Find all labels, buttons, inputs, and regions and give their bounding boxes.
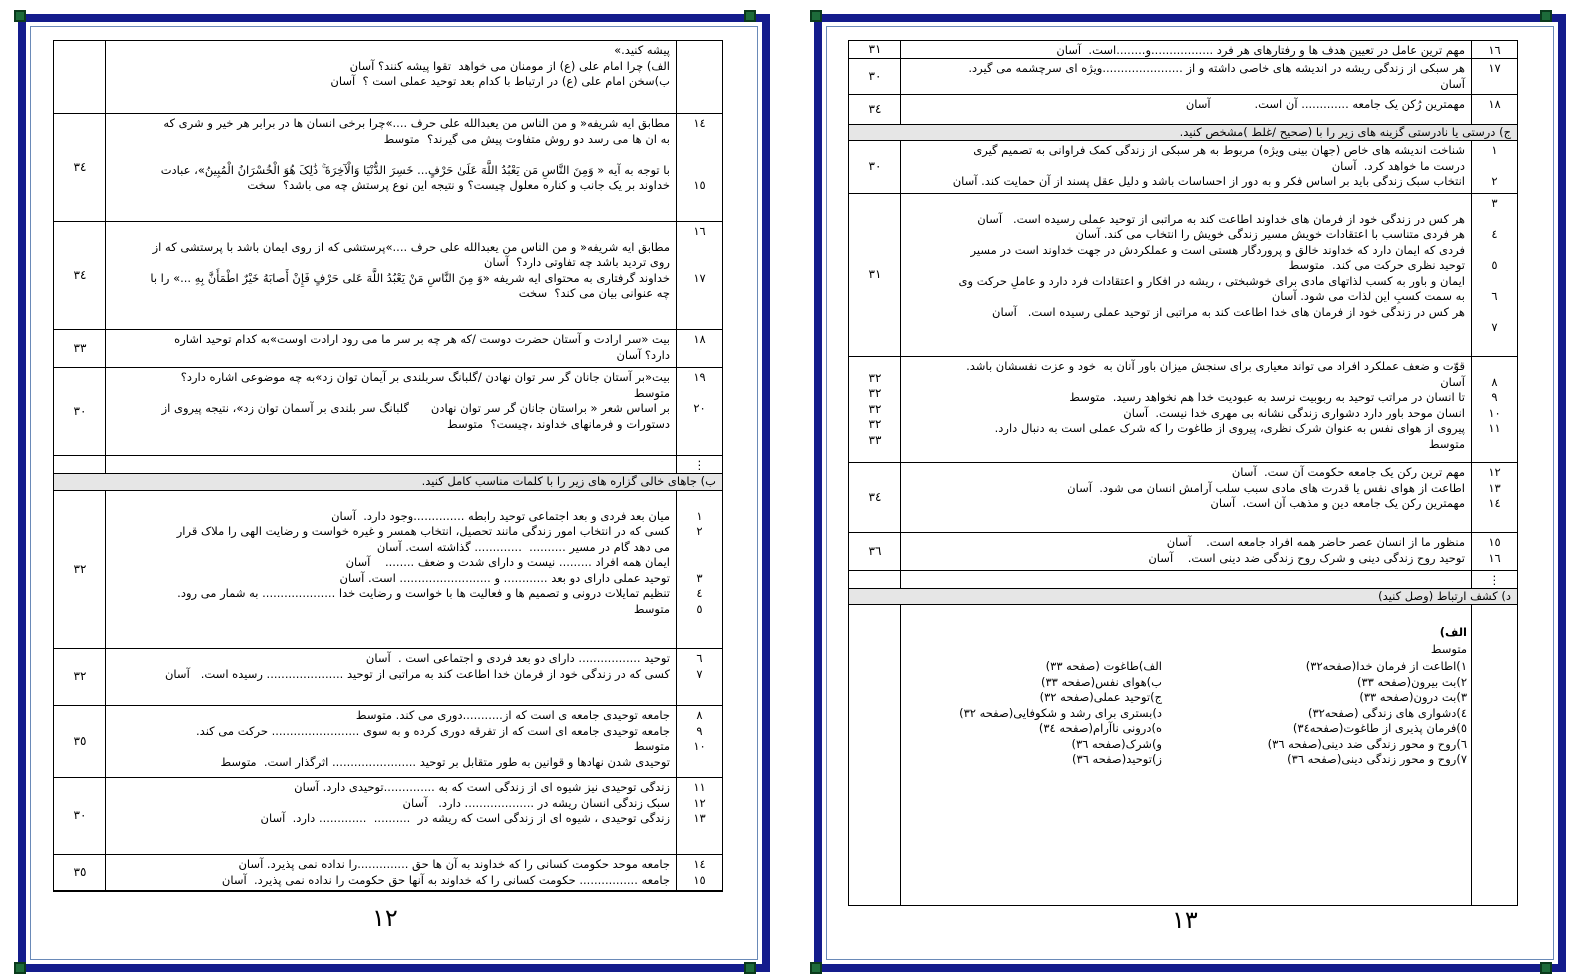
question-text bbox=[112, 780, 670, 827]
question-number-cell bbox=[1471, 95, 1517, 124]
page-ref-cell bbox=[54, 222, 106, 329]
page-ref-cell bbox=[849, 605, 901, 905]
question-row bbox=[849, 533, 1517, 571]
page-ref: ۳۰ bbox=[73, 808, 87, 823]
question-row bbox=[54, 330, 722, 368]
page-ref: ۳۲ bbox=[73, 669, 87, 684]
question-number: ۱٥ ۱٦ bbox=[1488, 535, 1501, 565]
page-ref: ۳٥ bbox=[73, 733, 87, 748]
question-number: ۱ ۲ ۳ ٤ ٥ bbox=[696, 508, 703, 616]
question-line: بر اساس شعر « براستان جانان گر سر توان نهادن گلبانگ سر بلندی بر آسمان توان زد»، نتیجه پیروی از bbox=[161, 401, 670, 415]
question-number-cell bbox=[676, 649, 722, 705]
question-row bbox=[54, 778, 722, 855]
page-ref-cell bbox=[849, 95, 901, 124]
matching-row bbox=[849, 605, 1517, 905]
question-number: ۱٦ bbox=[1488, 43, 1501, 57]
page-ref-cell bbox=[849, 533, 901, 570]
question-row bbox=[849, 59, 1517, 95]
question-line: متوسط bbox=[1428, 436, 1465, 451]
question-number-cell bbox=[676, 491, 722, 648]
question-number-cell bbox=[676, 41, 722, 113]
match-item-b: د)بستری برای رشد و شکوفایی(صفحه ۳۲) bbox=[959, 705, 1162, 720]
match-title: الف) bbox=[1439, 625, 1467, 639]
match-item-a: ۱)اطاعت از فرمان خدا(صفحه۳۲) bbox=[1305, 659, 1467, 673]
page-ref: ۳۰ bbox=[73, 403, 87, 418]
question-text bbox=[907, 196, 1465, 336]
question-text bbox=[907, 573, 1465, 589]
question-line: بیت «سر ارادت و آستان حضرت دوست /که هر چه بر سر ما می رود ارادت اوست»به کدام توحید اشاره bbox=[174, 332, 670, 346]
question-text bbox=[112, 332, 670, 363]
page-ref-cell bbox=[849, 141, 901, 193]
question-line: مهم ترین عامل در تعیین هدف ها و رفتارهای هر فرد .................و........است. آسان bbox=[1056, 43, 1465, 57]
page-ref-cell bbox=[54, 41, 106, 113]
page-ref-cell bbox=[849, 59, 901, 94]
question-line: شناخت اندیشه های خاص (جهان بینی ویژه) مربوط به هر سبکی از زندگی کمک فراوانی به تصمیم گیری bbox=[973, 143, 1465, 157]
page-ref bbox=[54, 41, 106, 113]
question-number-cell bbox=[676, 855, 722, 890]
question-number-cell bbox=[1471, 357, 1517, 462]
corner-ornament bbox=[1540, 10, 1552, 22]
match-item-b: ج)توحید عملی(صفحه ۳۲) bbox=[1039, 690, 1162, 704]
question-number: ⋮ bbox=[693, 458, 706, 472]
question-line: جامعه ................ حکومت کسانی را که خداوند به آنها حق حکومت را نداده نمی پذیرد. آسان bbox=[221, 872, 670, 887]
question-text bbox=[112, 857, 670, 888]
question-line: دستورات و فرمانهای خداوند ،چیست؟ متوسط bbox=[447, 416, 670, 431]
match-item-b: و)شرک(صفحه ۳٦) bbox=[1071, 736, 1162, 751]
page-ref-cell bbox=[54, 778, 106, 854]
question-line: توحید ................. دارای دو بعد فردی و اجتماعی است . آسان bbox=[365, 651, 670, 665]
question-line: پیشه کنید.» bbox=[614, 43, 670, 57]
page-ref: ۳۰ bbox=[868, 159, 882, 174]
question-line: سبک زندگی انسان ریشه در ................... دارد. آسان bbox=[402, 795, 670, 810]
question-line: چه عنوانی بیان می کند؟ سخت bbox=[518, 286, 670, 300]
question-line: ایمان و باور به کسب لذاتهای مادی برای خوشبختی ، ریشه در افکار و اعتقادات فرد دارد و عاملِ حرکت وی bbox=[958, 273, 1465, 288]
question-line: توحید نظری حرکت می کند. متوسط bbox=[1288, 258, 1465, 272]
page-ref-cell bbox=[849, 571, 901, 588]
match-item-a: ٥)فرمان پذیری از طاغوت(صفحه۳٤) bbox=[1292, 721, 1467, 735]
question-number-cell bbox=[1471, 571, 1517, 588]
match-item-b: الف)طاغوت (صفحه ۳۳) bbox=[1045, 659, 1162, 673]
question-number-cell bbox=[676, 778, 722, 854]
page-12 bbox=[0, 0, 770, 978]
question-number-cell bbox=[1471, 59, 1517, 94]
question-row bbox=[849, 194, 1517, 357]
corner-ornament bbox=[810, 962, 822, 974]
question-row bbox=[54, 456, 722, 474]
question-line: مطابق ایه شریفه« و من الناس من یعبدالله علی حرف ....»چرا برخی انسان ها در برابر هر خیر و شری که bbox=[163, 116, 670, 130]
question-line: به سمت کسبِ این لذات می شود. آسان bbox=[1271, 289, 1465, 303]
question-row bbox=[849, 463, 1517, 533]
question-line: توحید عملی دارای دو بعد ............ و ......................... است. آسان bbox=[339, 570, 670, 585]
corner-ornament bbox=[744, 10, 756, 22]
match-item-a: ٦)روح و محور زندگی ضد دینی(صفحه ۳٦) bbox=[1267, 736, 1467, 751]
question-line: کسی که در زندگی خود از فرمان خدا اطاعت کند به مراتبی از توحید ..................... رسیده است. آسان bbox=[164, 666, 670, 681]
question-line: دارد؟ آسان bbox=[616, 347, 670, 362]
page-ref-cell bbox=[54, 368, 106, 455]
page-ref: ۳٤ bbox=[73, 159, 87, 174]
question-number-cell bbox=[1471, 605, 1517, 905]
page-ref bbox=[54, 456, 106, 473]
question-line: آسان bbox=[1440, 76, 1465, 91]
question-number: ۱۹ ۲۰ bbox=[693, 370, 706, 415]
question-line: انتخاب سبک زندگی باید بر اساس فکر و به دور از احساسات باشد و دلیل عقل پسند از آن حمایت کند. آسان bbox=[952, 174, 1465, 188]
question-line: به ان ها می رسد دو روش متفاوت پیش می گیرند؟ متوسط bbox=[383, 131, 670, 146]
match-level: متوسط bbox=[1430, 642, 1467, 656]
question-row bbox=[849, 95, 1517, 125]
question-number: ۱ ۲ bbox=[1491, 143, 1498, 188]
question-row bbox=[54, 855, 722, 891]
question-text bbox=[112, 43, 670, 90]
question-line bbox=[907, 573, 1465, 589]
page-number: ۱۳ bbox=[1172, 906, 1198, 934]
match-item-b: ب)هوای نفس(صفحه ۳۳) bbox=[1040, 674, 1162, 689]
page-ref-cell bbox=[54, 491, 106, 648]
question-line: خداوند بر یک جانب و کناره معلول چیست؟ و نتیجه این نوع پرستش چه می باشد؟ سخت bbox=[247, 178, 670, 192]
question-text bbox=[112, 224, 670, 302]
question-number: ۱۲ ۱۳ ۱٤ bbox=[1488, 465, 1501, 510]
question-row bbox=[54, 222, 722, 330]
page-ref: ۳٤ bbox=[73, 267, 87, 282]
question-number-cell bbox=[676, 222, 722, 329]
page-ref: ۳۱ bbox=[868, 41, 882, 56]
match-item-b: ه)درونی ناآرام(صفحه ۳٤) bbox=[1038, 721, 1162, 735]
question-text bbox=[907, 61, 1465, 92]
page-ref: ۳۰ bbox=[868, 68, 882, 83]
question-line: مهم ترین رکن یک جامعه حکومت آن ست. آسان bbox=[1231, 465, 1465, 479]
page-ref-cell bbox=[849, 194, 901, 356]
question-line: هر سبکی از زندگی ریشه در اندیشه های خاصی داشته و از ......................ویژه ای سرچشمه می گیرد. bbox=[968, 61, 1465, 75]
question-line: می دهد گام در مسیر .......... ............. گذاشته است. آسان bbox=[376, 539, 670, 554]
question-text bbox=[907, 465, 1465, 512]
question-number: ۱٤ ۱٥ bbox=[693, 116, 706, 192]
question-text bbox=[907, 535, 1465, 566]
page-gutter bbox=[770, 0, 800, 978]
question-line: هر کس در زندگی خود از فرمان های خداوند اطاعت کند به مراتبی از توحید عملی رسیده است. آسان bbox=[977, 211, 1465, 226]
question-number: ۸ ۹ ۱۰ ۱۱ bbox=[1488, 374, 1501, 435]
match-item-a: ٤)دشواری های زندگی (صفحه۳۲) bbox=[1307, 705, 1467, 720]
question-line: فردی که ایمان دارد که خداوند خالق و پروردگار هستی است و عملکردش در جهت خداوند است در مسیر bbox=[970, 242, 1465, 257]
question-text bbox=[112, 116, 670, 194]
question-line: میان بعد فردی و بعد اجتماعی توحید رابطه ..............وجود دارد. آسان bbox=[331, 508, 670, 523]
question-text bbox=[112, 651, 670, 682]
question-line: هر فردی متناسب با اعتقادات خویش مسیر زندگی خویش را انتخاب می کند. آسان bbox=[1075, 227, 1465, 241]
question-number: ۱۱ ۱۲ ۱۳ bbox=[693, 780, 706, 825]
question-line: توحیدی شدن نهادها و قوانین به طور متقابل بر توحید ....................... اثرگذار است. متوسط bbox=[220, 754, 670, 769]
question-row bbox=[849, 571, 1517, 589]
match-column-b bbox=[922, 659, 1162, 768]
corner-ornament bbox=[810, 10, 822, 22]
question-number: ۸ ۹ ۱۰ bbox=[693, 708, 706, 753]
question-number-cell bbox=[676, 456, 722, 473]
page-ref-cell bbox=[849, 463, 901, 532]
question-number-cell bbox=[676, 368, 722, 455]
page-ref-cell bbox=[849, 357, 901, 462]
page-ref: ۳٤ bbox=[868, 101, 882, 116]
question-number-cell bbox=[1471, 463, 1517, 532]
page-ref-cell bbox=[54, 330, 106, 367]
question-line: خداوند گرفتاری به محتوای ایه شریفه «وَ مِنَ النَّاسِ مَنْ یَعْبُدُ اللَّهَ عَلى‏ حَرْفٍ فَإِنْ أَصابَهُ خَیْرٌ اطْمَأَنَّ بِهِ ...» را با bbox=[150, 270, 670, 285]
question-line: زندگی توحیدی ، شیوه ای از زندگی است که ریشه در .......... ............. دارد. آسان bbox=[260, 811, 670, 825]
question-number: ۱۷ bbox=[1488, 61, 1501, 75]
question-number-cell bbox=[1471, 141, 1517, 193]
question-line: هر کس در زندگی خود از فرمان های خدا اطاعت کند به مراتبی از توحید عملی رسیده است. آسان bbox=[992, 304, 1465, 319]
question-line: تنظیم تمایلات درونی و تصمیم ها و فعالیت ها با خواست و رضایت خدا .................... به شمار می رود. bbox=[177, 586, 670, 600]
match-item-a: ۲)بت بیرون(صفحه ۳۳) bbox=[1356, 674, 1467, 689]
question-line bbox=[907, 320, 1465, 336]
match-item-a: ۷)روح و محور زندگی دینی(صفحه ۳٦) bbox=[1287, 752, 1467, 766]
question-number: ۳ ٤ ٥ ٦ ۷ bbox=[1491, 196, 1498, 334]
question-number: ⋮ bbox=[1488, 573, 1501, 587]
question-text bbox=[907, 97, 1465, 113]
question-table bbox=[53, 40, 723, 892]
question-line: توحید روح زندگی دینی و شرک روح زندگی ضد دینی است. آسان bbox=[1148, 550, 1465, 565]
question-text bbox=[112, 708, 670, 770]
page-ref-cell bbox=[54, 114, 106, 221]
corner-ornament bbox=[1540, 962, 1552, 974]
question-row bbox=[54, 491, 722, 649]
page-ref: ۳٤ bbox=[868, 489, 882, 504]
question-line: ب)سخن امام علی (ع) در ارتباط با کدام بعد توحید عملی است ؟ آسان bbox=[330, 74, 670, 88]
question-number-cell bbox=[1471, 194, 1517, 356]
page-ref: ۳۲ bbox=[73, 561, 87, 576]
page-ref: ۳۳ bbox=[73, 340, 87, 355]
question-line: متوسط bbox=[633, 601, 670, 616]
question-row bbox=[54, 114, 722, 222]
question-line: انسان موحد باور دارد دشواری زندگی نشانه بی مهری خدا نیست. آسان bbox=[1123, 405, 1465, 420]
question-line bbox=[112, 147, 670, 163]
question-line bbox=[112, 458, 670, 474]
page-ref bbox=[849, 571, 901, 588]
section-b-header: ب) جاهای خالی گزاره های زیر را با کلمات مناسب کامل کنید. bbox=[54, 474, 722, 491]
question-text bbox=[112, 458, 670, 474]
question-row bbox=[849, 41, 1517, 59]
question-number: ۱٦ ۱۷ bbox=[693, 224, 706, 285]
question-row bbox=[54, 706, 722, 778]
corner-ornament bbox=[14, 962, 26, 974]
match-column-a bbox=[1227, 659, 1467, 768]
question-number: ٦ ۷ bbox=[696, 651, 703, 681]
question-line bbox=[112, 224, 670, 240]
question-table bbox=[848, 40, 1518, 906]
question-line: جامعه موحد حکومت کسانی را که خداوند به آن ها حق ..............را نداده نمی پذیرد. آسان bbox=[238, 857, 670, 871]
corner-ornament bbox=[14, 10, 26, 22]
question-text bbox=[112, 493, 670, 617]
question-line: مطابق ایه شریفه« و من الناس من یعبدالله علی حرف ....»پرستشی که از روی ایمان باشد با پرستشی که از bbox=[152, 239, 670, 254]
question-line bbox=[907, 196, 1465, 212]
question-row bbox=[849, 141, 1517, 194]
question-line: آسان bbox=[1440, 374, 1465, 389]
question-text bbox=[112, 370, 670, 432]
corner-ornament bbox=[744, 962, 756, 974]
page-ref-cell bbox=[54, 456, 106, 473]
question-row bbox=[54, 368, 722, 456]
question-line: جامعه توحیدی جامعه ای است که از تفرقه دوری کرده و به سوی ........................ حرکت می کند. bbox=[196, 723, 670, 738]
question-line: مهمترین رُکن یک جامعه ............. آن است. آسان bbox=[1185, 97, 1465, 111]
question-row bbox=[54, 649, 722, 706]
question-line: الف) چرا امام علی (ع) از مومنان می خواهد تقوا پیشه کنند؟ آسان bbox=[349, 58, 670, 73]
question-number-cell bbox=[1471, 41, 1517, 58]
question-line: تا انسان در مراتب توحید به ربوبیت نرسد به عبودیت خدا هم نخواهد رسید. متوسط bbox=[1069, 390, 1465, 404]
page-ref: ۳۱ bbox=[868, 267, 882, 282]
page-13 bbox=[800, 0, 1577, 978]
page-ref-cell bbox=[54, 855, 106, 890]
question-number-cell bbox=[1471, 533, 1517, 570]
question-text bbox=[907, 359, 1465, 452]
question-row bbox=[54, 41, 722, 114]
page-ref-cell bbox=[849, 41, 901, 58]
question-text bbox=[907, 43, 1465, 59]
question-line: منظور ما از انسان عصر حاضر همه افراد جامعه است. آسان bbox=[1166, 535, 1465, 549]
page-ref: ۳٦ bbox=[868, 543, 882, 558]
question-line: متوسط bbox=[633, 385, 670, 400]
match-item-b: ز)توحید(صفحه ۳٦) bbox=[1072, 752, 1162, 766]
question-line: ایمان همه افراد ......... نیست و دارای شدت و ضعف ........ آسان bbox=[345, 555, 670, 569]
question-line: متوسط bbox=[633, 739, 670, 753]
question-number: ۱٤ ۱٥ bbox=[693, 857, 706, 887]
question-number: ۱۸ bbox=[1488, 97, 1501, 111]
question-line: پیروی از هوای نفس به عنوان شرک نظری، پیروی از طاغوت را که شرک عملی است به دنبال دارد. bbox=[994, 421, 1465, 435]
question-line: مهمترین رکن یک جامعه دین و مذهب آن است. آسان bbox=[1210, 496, 1465, 510]
page-ref-cell bbox=[54, 706, 106, 777]
page-ref-cell bbox=[54, 649, 106, 705]
question-line bbox=[112, 493, 670, 509]
section-c-header: ج) درستی یا نادرستی گزینه های زیر را با (صحیح /غلط )مشخص کنید. bbox=[849, 125, 1517, 141]
question-line: بیت«بر آستان جانان گر سر توان نهادن /گلبانگ سربلندی بر آیمان توان زد»به چه موضوعی اشاره دارد؟ bbox=[180, 370, 670, 384]
question-line: زندگی توحیدی نیز شیوه ای از زندگی است که به ..............توحیدی دارد. آسان bbox=[294, 780, 670, 794]
question-number-cell bbox=[676, 114, 722, 221]
page-ref: ۳٥ bbox=[73, 864, 87, 879]
question-number-cell bbox=[676, 330, 722, 367]
page-number: ۱۲ bbox=[372, 904, 398, 932]
match-item-a: ۳)بت درون(صفحه ۳۳) bbox=[1359, 690, 1467, 704]
question-line: روی تردید باشد چه تفاوتی دارد؟ آسان bbox=[484, 255, 670, 269]
question-number: ۱۸ bbox=[693, 332, 706, 346]
question-line: اطاعت از هوای نفس یا قدرت های مادی سبب سلب آرامش انسان می شود. آسان bbox=[1067, 480, 1465, 495]
question-line: کسی که در انتخاب امور زندگی مانند تحصیل، انتخاب همسر و غیره خواست و رضایت الهی را ملاک قرار bbox=[176, 524, 670, 538]
page-ref: ۳۲ ۳۲ ۳۲ ۳۲ ۳۳ bbox=[868, 370, 882, 447]
section-d-header: د) کشف ارتباط (وصل کنید) bbox=[849, 589, 1517, 605]
question-line: قوّت و ضعف عملکرد افراد می تواند معیاری برای سنجش میزان باور آنان به خود و عزت نفسشان باشد. bbox=[966, 359, 1465, 373]
question-line: درست ما خواهد کرد. آسان bbox=[1331, 158, 1465, 173]
question-text bbox=[907, 143, 1465, 190]
question-line: جامعه توحیدی جامعه ی است که از...........دوری می کند. متوسط bbox=[355, 708, 670, 722]
question-row bbox=[849, 357, 1517, 463]
question-line: با توجه به آیه « وَمِنَ النَّاسِ مَن یَعْبُدُ اللَّهَ عَلَىٰ حَرْفٍ... خَسِرَ الدُّنْیَا وَالْآخِرَةَ ۚ ذَٰلِکَ هُوَ الْخُسْرَانُ الْمُبِینُ»، عبادت bbox=[160, 162, 670, 177]
question-number-cell bbox=[676, 706, 722, 777]
